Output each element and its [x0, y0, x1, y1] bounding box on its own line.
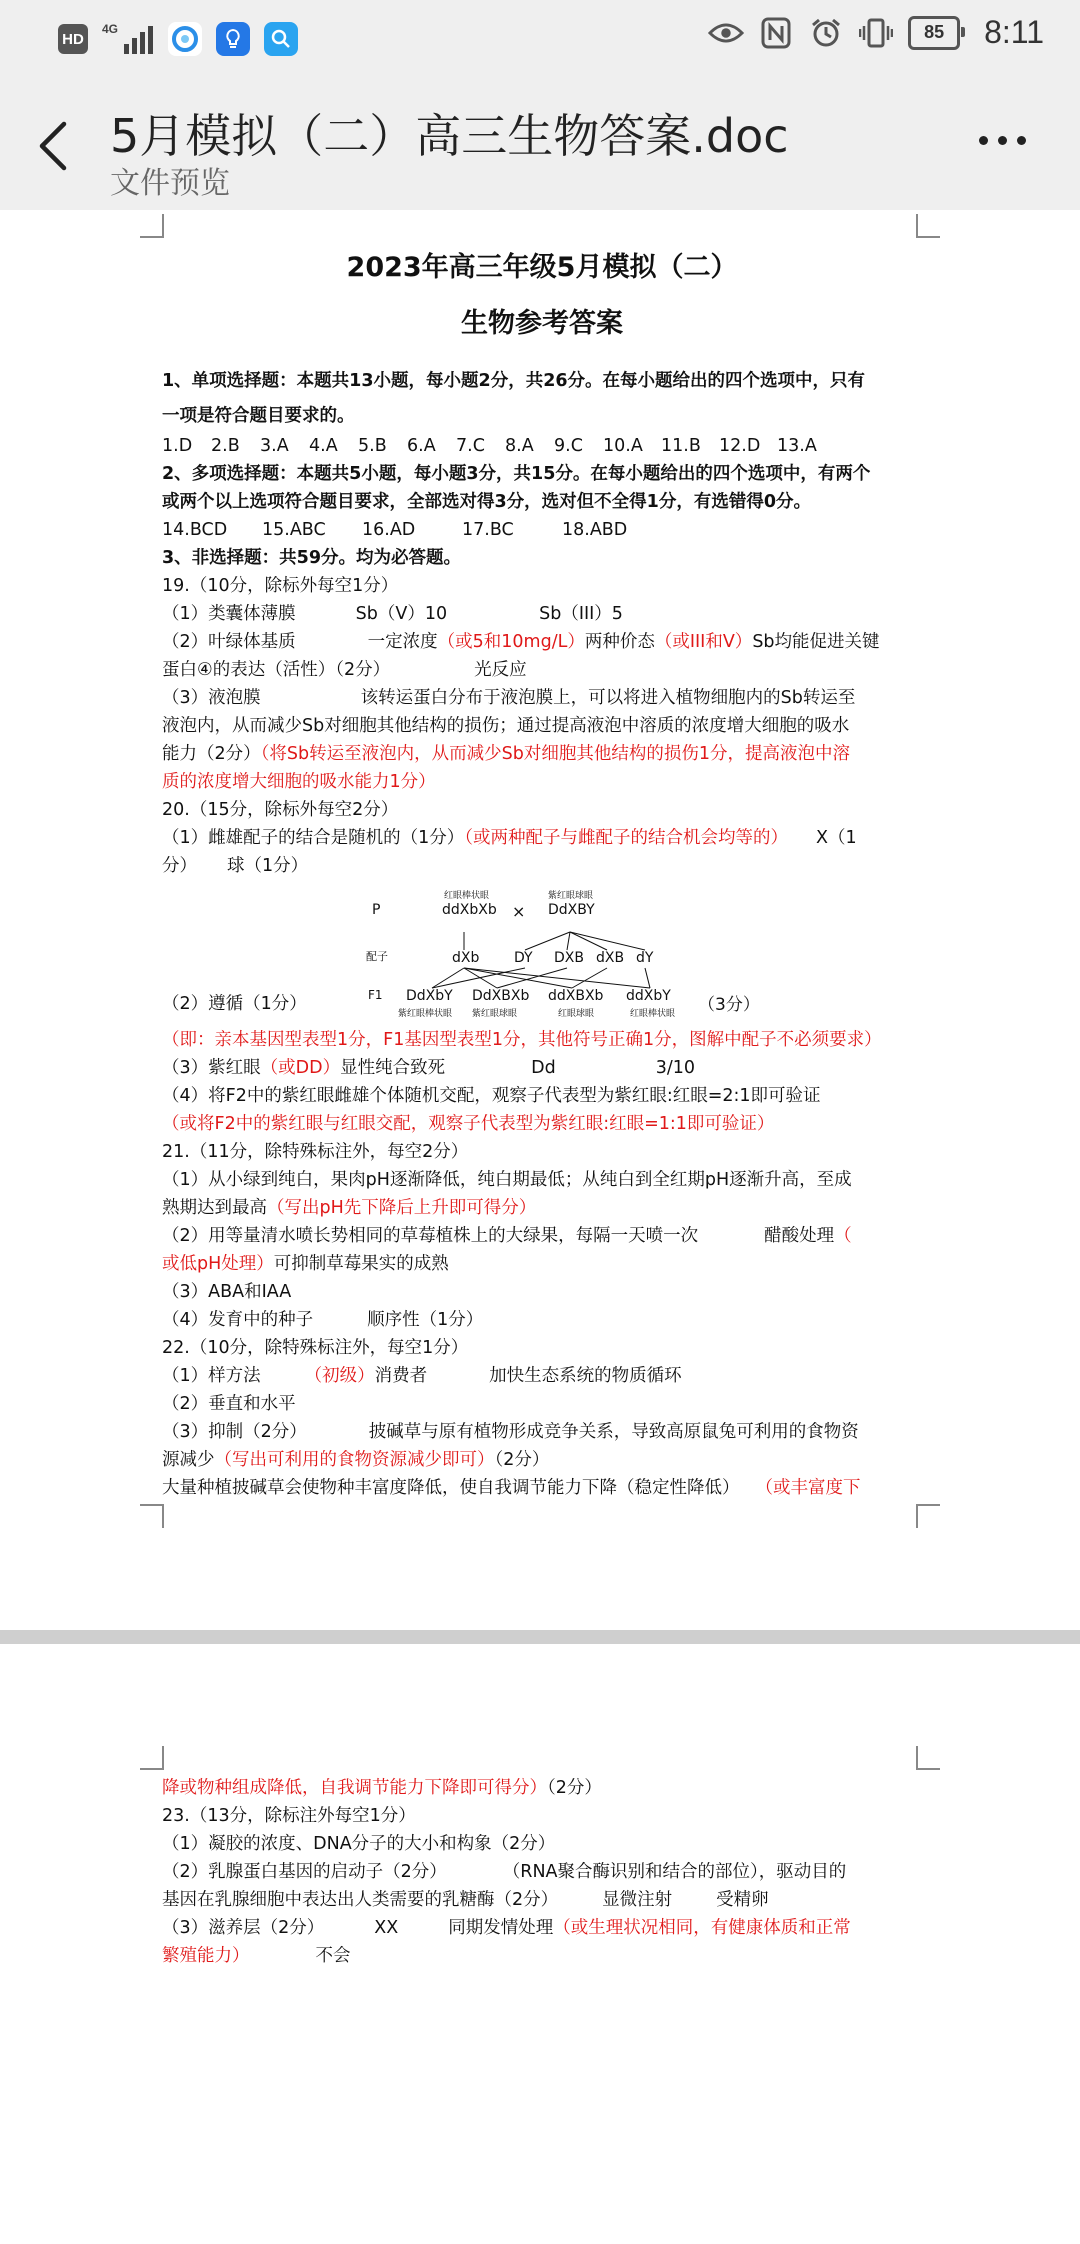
gamete: DY [514, 950, 533, 966]
answer-item: 1.D [162, 436, 193, 456]
text-run: 一定浓度 [367, 632, 438, 652]
text-run: 基因在乳腺细胞中表达出人类需要的乳糖酶（2分） [162, 1890, 559, 1910]
q19-line [162, 656, 922, 684]
q22-line [162, 1774, 922, 1802]
text-run: 两种价态 [584, 632, 655, 652]
back-arrow-icon [34, 116, 74, 176]
eye-icon [708, 15, 744, 51]
f1-genotype: ddXBXb [548, 988, 604, 1004]
page-corner-mark [916, 1504, 940, 1528]
text-run: （或5和10mg/L） [437, 632, 585, 652]
f1-phenotype: 红眼棒状眼 [630, 1009, 676, 1019]
answer-item: 12.D [719, 436, 761, 456]
male-phenotype: 紫红眼球眼 [548, 891, 594, 901]
answer-item: 4.A [309, 436, 338, 456]
gamete-label: 配子 [366, 950, 388, 963]
answer-item: 11.B [661, 436, 701, 456]
text-run: 不会 [315, 1946, 351, 1966]
document-page-2[interactable] [0, 1644, 1080, 2244]
q21-line: （3）ABA和IAA [162, 1282, 292, 1302]
clock: 8:11 [984, 14, 1044, 50]
f1-label: F1 [368, 988, 383, 1002]
answer-item: 15.ABC [262, 520, 326, 540]
text-run: 繁殖能力） [162, 1946, 250, 1966]
battery-level: 85 [924, 22, 945, 42]
text-run: （将Sb转运至液泡内，从而减少Sb对细胞其他结构的损伤1分，提高液泡中溶 [260, 744, 850, 764]
text-run: 披碱草与原有植物形成竞争关系，导致高原鼠兔可利用的食物资 [368, 1422, 859, 1442]
text-run: 加快生态系统的物质循环 [489, 1366, 682, 1386]
page-corner-mark [916, 1746, 940, 1770]
page-corner-mark [140, 1746, 164, 1770]
answer-item: 13.A [777, 436, 817, 456]
text-run: （1）雌雄配子的结合是随机的（1分） [162, 828, 465, 848]
q19-line [162, 740, 922, 768]
f1-phenotype: 红眼球眼 [558, 1009, 595, 1019]
section-1-heading-cont: 一项是符合题目要求的。 [162, 406, 355, 426]
text-run: （2）用等量清水喷长势相同的草莓植株上的大绿果，每隔一天喷一次 [162, 1226, 699, 1246]
q19-line: 质的浓度增大细胞的吸水能力1分） [162, 772, 436, 792]
q21-line [162, 1306, 922, 1334]
text-run: （2分） [494, 1450, 550, 1470]
lightbulb-app-icon [216, 22, 250, 56]
answer-item: 6.A [407, 436, 436, 456]
text-run: （或生理状况相同，有健康体质和正常 [553, 1918, 851, 1938]
q23-line: （1）凝胶的浓度、DNA分子的大小和构象（2分） [162, 1834, 556, 1854]
vibrate-icon [858, 15, 894, 51]
q19-line [162, 628, 922, 656]
page-separator [0, 1630, 1080, 1644]
text-run: 光反应 [474, 660, 527, 680]
f1-genotype: DdXBXb [472, 988, 530, 1004]
gamete: dXB [596, 950, 625, 966]
text-run: XX [374, 1918, 399, 1938]
female-phenotype: 红眼棒状眼 [444, 891, 490, 901]
text-run: （写出可利用的食物资源减少即可） [214, 1450, 495, 1470]
network-type: 4G [102, 22, 119, 36]
q21-line [162, 1222, 922, 1250]
section-3-heading: 3、非选择题：共59分。均为必答题。 [162, 548, 462, 568]
text-run: 显性纯合致死 [340, 1058, 446, 1078]
q20-line: （或将F2中的紫红眼与红眼交配，观察子代表型为紫红眼:红眼=1:1即可验证） [162, 1114, 775, 1134]
page-corner-mark [140, 214, 164, 238]
back-button[interactable] [34, 116, 74, 176]
q19-line [162, 600, 922, 628]
q19-heading: 19.（10分，除标外每空1分） [162, 576, 399, 596]
q23-heading: 23.（13分，除标注外每空1分） [162, 1806, 416, 1826]
search-app-icon [264, 22, 298, 56]
text-run: 醋酸处理 [764, 1226, 835, 1246]
text-run: 同期发情处理 [448, 1918, 554, 1938]
f1-phenotype: 紫红眼球眼 [472, 1009, 518, 1019]
answer-item: 18.ABD [562, 520, 628, 540]
text-run: （3）紫红眼 [162, 1058, 261, 1078]
answer-item: 14.BCD [162, 520, 228, 540]
female-genotype: ddXbXb [442, 902, 497, 918]
q20-line [162, 1054, 922, 1082]
document-body [162, 248, 922, 1502]
more-options-button[interactable] [979, 136, 1026, 145]
q20-line [162, 852, 922, 880]
status-bar [0, 0, 1080, 80]
text-run: 顺序性（1分） [367, 1310, 484, 1330]
nfc-icon [758, 15, 794, 51]
more-dot-icon [998, 136, 1007, 145]
more-dot-icon [979, 136, 988, 145]
text-run: （1）类囊体薄膜 [162, 604, 296, 624]
text-run: （3）液泡膜 [162, 688, 261, 708]
answer-item: 10.A [603, 436, 643, 456]
q20-heading: 20.（15分，除标外每空2分） [162, 800, 399, 820]
q23-line [162, 1914, 922, 1942]
q21-heading: 21.（11分，除特殊标注外，每空2分） [162, 1142, 469, 1162]
text-run: （或丰富度下 [755, 1478, 861, 1498]
text-run: 能力（2分） [162, 744, 261, 764]
answer-item: 2.B [211, 436, 240, 456]
q22-heading: 22.（10分，除特殊标注外，每空1分） [162, 1338, 469, 1358]
p-label: P [372, 902, 381, 918]
text-run: （1）样方法 [162, 1366, 261, 1386]
q22-line [162, 1362, 922, 1390]
text-run: 大量种植披碱草会使物种丰富度降低，使自我调节能力下降（稳定性降低） [162, 1478, 740, 1498]
section-1-heading: 1、单项选择题：本题共13小题，每小题2分，共26分。在每小题给出的四个选项中，只有 [162, 371, 866, 391]
text-run: 可抑制草莓果实的成熟 [273, 1254, 449, 1274]
signal-icon [102, 24, 154, 54]
answer-item: 16.AD [362, 520, 416, 540]
text-run: 分） [162, 856, 197, 876]
text-run: （2）乳腺蛋白基因的启动子（2分） [162, 1862, 447, 1882]
f1-phenotype: 紫红眼棒状眼 [398, 1009, 453, 1019]
page-corner-mark [140, 1504, 164, 1528]
male-genotype: DdXBY [548, 902, 595, 918]
text-run: 或低pH处理） [162, 1254, 274, 1274]
text-run: 蛋白④的表达（活性）（2分） [162, 660, 391, 680]
q23-line [162, 1942, 922, 1970]
app-notification-icon [168, 22, 202, 56]
text-run: （2分） [547, 1778, 602, 1798]
diagram-score: （3分） [698, 995, 760, 1015]
text-run: （4）发育中的种子 [162, 1310, 314, 1330]
text-run: 显微注射 [602, 1890, 673, 1910]
text-run: 消费者 [374, 1366, 428, 1386]
q20-line: （2）遵循（1分） [162, 994, 307, 1014]
hd-icon: HD [58, 24, 88, 54]
page-subtitle: 文件预览 [110, 166, 230, 201]
section-1-answers [162, 432, 922, 460]
text-run: Dd [531, 1058, 556, 1078]
doc-title: 2023年高三年级5月模拟（二） [346, 252, 738, 283]
q21-line [162, 1250, 922, 1278]
text-run: （或DD） [260, 1058, 341, 1078]
section-2-heading-cont: 或两个以上选项符合题目要求，全部选对得3分，选对但不全得1分，有选错得0分。 [162, 492, 812, 512]
document-page-1[interactable] [0, 210, 1080, 1630]
gamete: dXb [452, 950, 480, 966]
q21-line [162, 1194, 922, 1222]
page-title: 5月模拟（二）高三生物答案.doc [110, 109, 789, 163]
text-run: 受精卵 [716, 1890, 769, 1910]
text-run: 降或物种组成降低，自我调节能力下降即可得分） [162, 1778, 547, 1798]
answer-item: 3.A [260, 436, 289, 456]
answer-item: 7.C [456, 436, 485, 456]
f1-genotype: ddXbY [626, 988, 671, 1004]
q20-line: （4）将F2中的紫红眼雌雄个体随机交配，观察子代表型为紫红眼:红眼=2:1即可验证 [162, 1086, 821, 1106]
battery-icon [908, 16, 960, 50]
cross-symbol: × [512, 902, 526, 921]
answer-item: 9.C [554, 436, 583, 456]
section-2-heading: 2、多项选择题：本题共5小题，每小题3分，共15分。在每小题给出的四个选项中，有两个 [162, 464, 871, 484]
q22-line [162, 1446, 922, 1474]
q20-line: （即：亲本基因型表型1分，F1基因型表型1分，其他符号正确1分，图解中配子不必须要求） [162, 1030, 882, 1050]
document-body-page-2 [162, 1774, 922, 1970]
text-run: X（1 [816, 828, 857, 848]
text-run: Sb（III）5 [539, 604, 623, 624]
gamete: dY [636, 950, 654, 966]
more-dot-icon [1017, 136, 1026, 145]
text-run: （3）抑制（2分） [162, 1422, 307, 1442]
text-run: 该转运蛋白分布于液泡膜上，可以将进入植物细胞内的Sb转运至 [360, 688, 856, 708]
q22-line: （2）垂直和水平 [162, 1394, 296, 1414]
text-run: Sb均能促进关键 [752, 632, 880, 652]
text-run: （2）叶绿体基质 [162, 632, 296, 652]
text-run: （或III和V） [654, 632, 753, 652]
text-run: （初级） [304, 1366, 375, 1386]
q19-line: 液泡内，从而减少Sb对细胞其他结构的损伤；通过提高液泡中溶质的浓度增大细胞的吸水 [162, 716, 850, 736]
q19-line [162, 684, 922, 712]
alarm-icon [808, 15, 844, 51]
text-run: 源减少 [162, 1450, 215, 1470]
text-run: （RNA聚合酶识别和结合的部位），驱动目的 [502, 1862, 847, 1882]
q20-line [162, 824, 922, 852]
text-run: （写出pH先下降后上升即可得分） [267, 1198, 537, 1218]
text-run: Sb（V）10 [355, 604, 448, 624]
text-run: （ [834, 1226, 852, 1246]
text-run: 3/10 [655, 1058, 695, 1078]
q23-line [162, 1858, 922, 1886]
genetics-diagram [162, 880, 922, 1026]
q21-line: （1）从小绿到纯白，果肉pH逐渐降低，纯白期最低；从纯白到全红期pH逐渐升高，至成 [162, 1170, 852, 1190]
q22-line [162, 1474, 922, 1502]
q23-line [162, 1886, 922, 1914]
text-run: 球（1分） [227, 856, 309, 876]
q22-line [162, 1418, 922, 1446]
section-2-answers [162, 516, 922, 544]
page-corner-mark [916, 214, 940, 238]
answer-item: 8.A [505, 436, 534, 456]
gamete: DXB [554, 950, 584, 966]
text-run: 熟期达到最高 [162, 1198, 267, 1218]
answer-item: 17.BC [462, 520, 514, 540]
answer-item: 5.B [358, 436, 387, 456]
app-header [0, 80, 1080, 210]
text-run: （3）滋养层（2分） [162, 1918, 325, 1938]
doc-subtitle: 生物参考答案 [461, 308, 623, 339]
f1-genotype: DdXbY [406, 988, 453, 1004]
text-run: （或两种配子与雌配子的结合机会均等的） [464, 828, 789, 848]
